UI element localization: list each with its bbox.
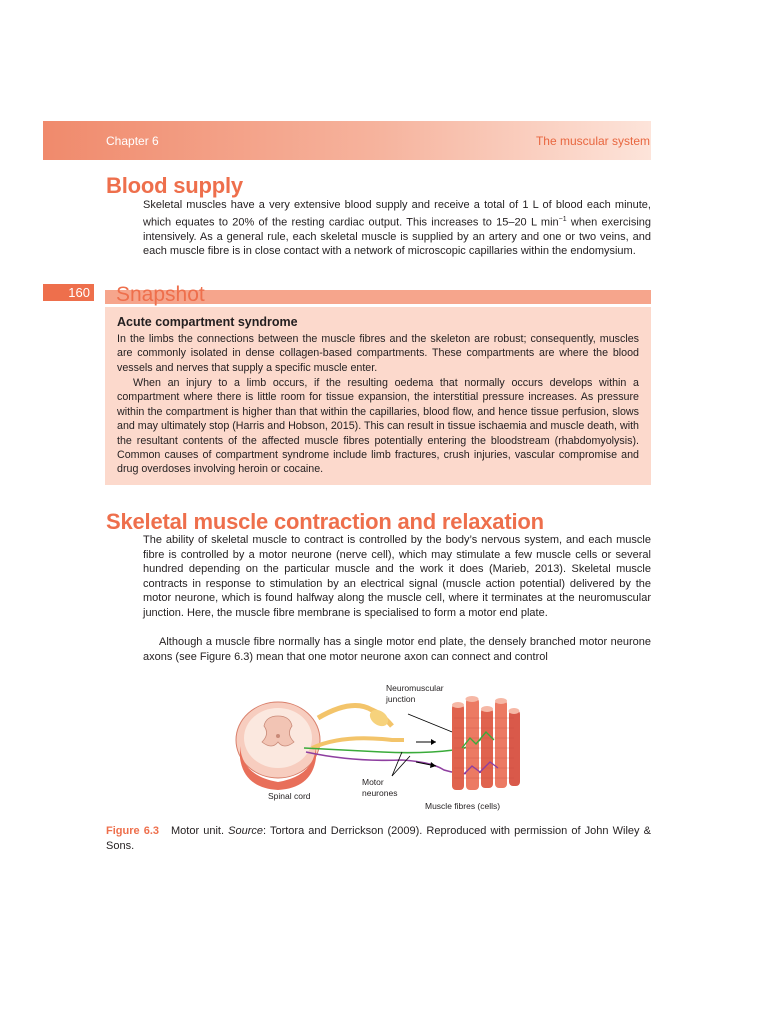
motor-unit-figure — [232, 678, 532, 818]
caption-source: Source — [228, 825, 263, 837]
muscle-fibres-illustration — [452, 696, 520, 790]
page-number: 160 — [43, 284, 94, 301]
label-nmj-line1: Neuromuscular — [386, 683, 444, 693]
snapshot-subtitle: Acute compartment syndrome — [117, 315, 298, 329]
spinal-cord-illustration — [236, 702, 320, 790]
label-motor-line1: Motor — [362, 777, 384, 787]
chapter-title: The muscular system — [535, 134, 650, 148]
chapter-label: Chapter 6 — [106, 134, 159, 148]
snapshot-paragraph-1: In the limbs the connections between the muscle fibres and the skeleton are robust; consequently, muscles are commonly isolated in dense collagen-based compartments. These compartments are where the blood vessels and nerves that supply a specific muscle enter. — [117, 333, 639, 374]
blood-supply-text-2: when exercising intensively. As a general rule, each skeletal muscle is supplied by an artery and one or two veins, and each muscle fibre is in close contact with a network of microscopic capillaries within the endomysium. — [143, 216, 651, 258]
label-nmj-line2: junction — [386, 694, 416, 704]
contraction-paragraph-1: The ability of skeletal muscle to contract is controlled by the body’s nervous system, and each muscle fibre is controlled by a motor neurone (nerve cell), which may stimulate a few muscle cells or several hundred depending on the particular muscle and the work it does (Marieb, 2013). Skeletal muscle contracts in response to stimulation by an electrical signal (muscle action potential) delivered by the motor neurone, which is found halfway along the muscle cell, where it terminates at the neuromuscular junction. Here, the muscle fibre membrane is specialised to form a motor end plate. — [143, 534, 651, 619]
caption-text-1: Motor unit. — [171, 825, 229, 837]
caption-text-2: : Tortora and Derrickson (2009). Reproduced with permission of John Wiley & Sons. — [106, 825, 651, 852]
label-motor-line2: neurones — [362, 788, 398, 798]
label-spinal-cord: Spinal cord — [268, 791, 311, 801]
snapshot-paragraph-2: When an injury to a limb occurs, if the resulting oedema that normally occurs develops within a compartment where there is little room for tissue expansion, the interstitial pressure increases. As pressure within the compartment is higher than that within the capillaries, blood flow, and hence tissue perfusion, slows and may ultimately stop (Harris and Hobson, 2015). This can result in tissue ischaemia and muscle death, with the resultant contents of the affected muscle fibres potentially entering the bloodstream (rhabdomyolysis). Common causes of compartment syndrome include limb fractures, crush injuries, vascular compromise and drug overdoses involving heroin or cocaine. — [117, 377, 639, 476]
blood-supply-heading: Blood supply — [106, 173, 243, 198]
figure-caption-label: Figure 6.3 — [106, 825, 160, 837]
contraction-paragraph-2: Although a muscle fibre normally has a single motor end plate, the densely branched motor neurone axons (see Figure 6.3) mean that one motor neurone axon can connect and control — [143, 636, 651, 663]
superscript: −1 — [558, 215, 567, 223]
blood-supply-text-1: Skeletal muscles have a very extensive blood supply and receive a total of 1 L of blood each minute, which equates to 20% of the resting cardiac output. This increases to 15–20 L min — [143, 199, 651, 229]
label-muscle-fibres: Muscle fibres (cells) — [425, 801, 501, 811]
figure-caption — [106, 824, 651, 853]
snapshot-title: Snapshot — [116, 283, 205, 306]
contraction-heading: Skeletal muscle contraction and relaxation — [106, 509, 544, 534]
blood-supply-paragraph — [143, 198, 651, 259]
